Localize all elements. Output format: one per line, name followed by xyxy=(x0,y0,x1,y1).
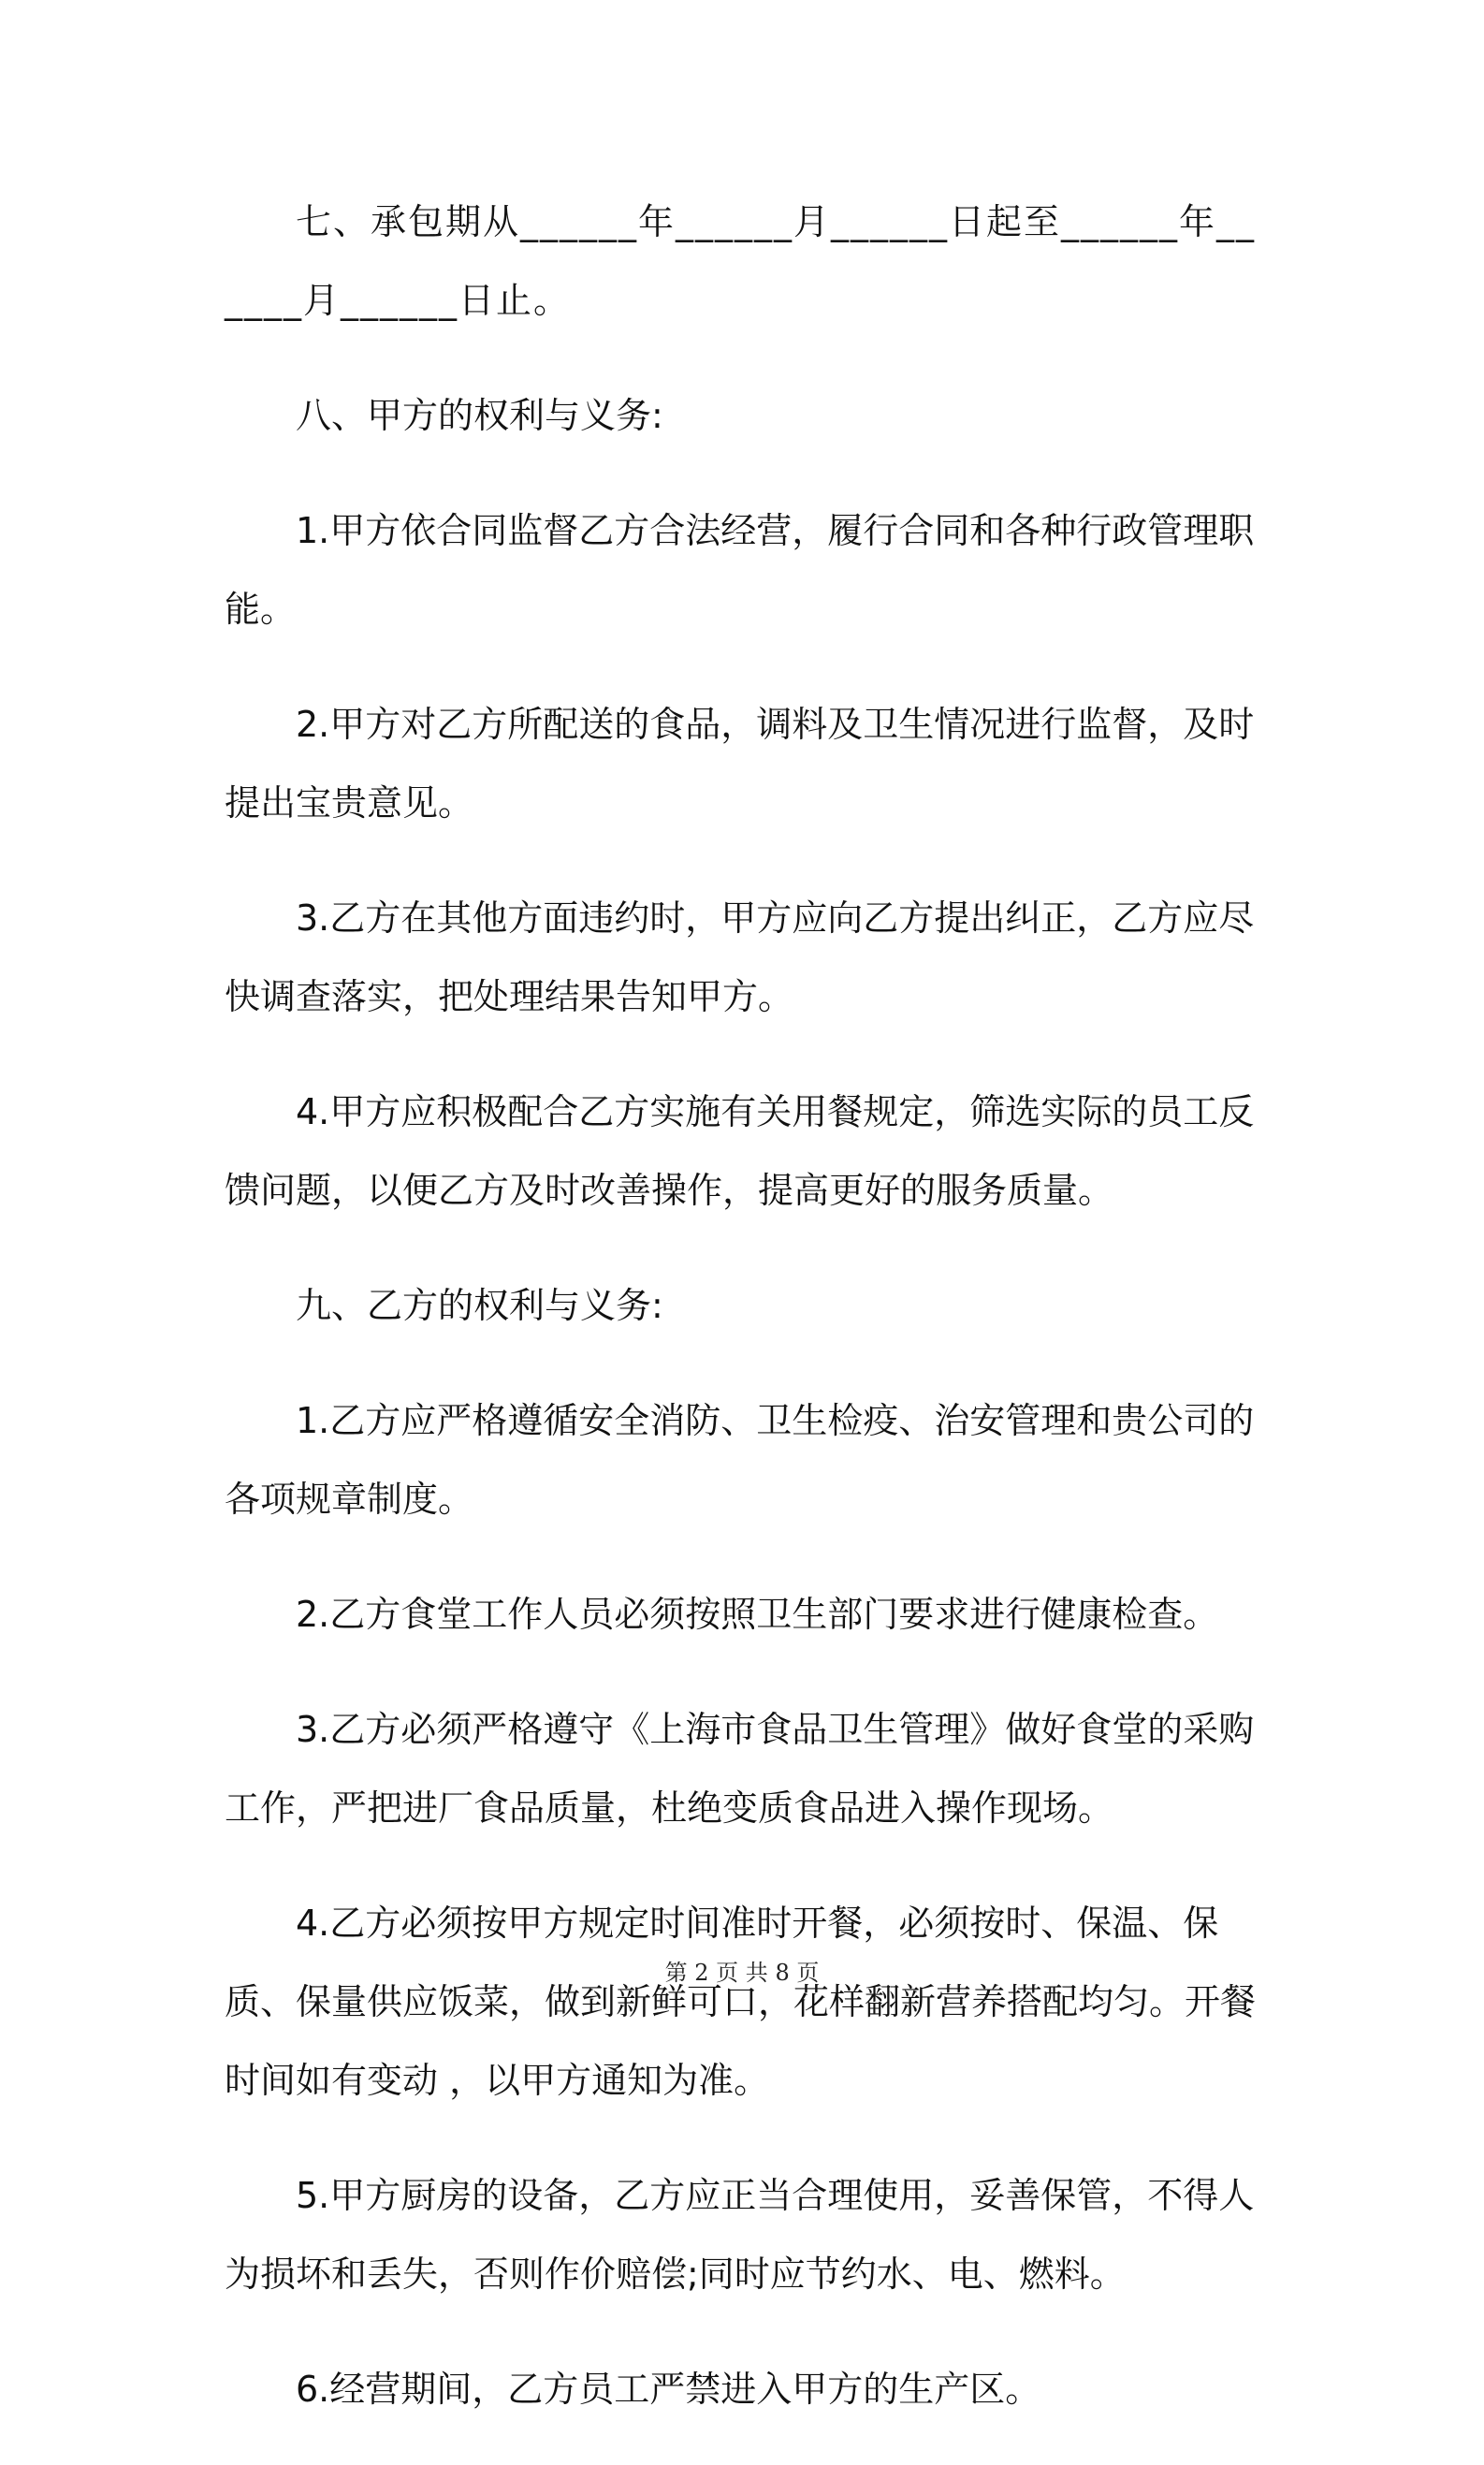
heading-party-a-rights: 八、甲方的权利与义务: xyxy=(296,395,663,436)
paragraph-party-b-item-5: 5.甲方厨房的设备，乙方应正当合理使用，妥善保管，不得人为损坏和丢失，否则作价赔偿;同时应节约水、电、燃料。 xyxy=(225,2175,1255,2295)
paragraph-party-a-item-3: 3.乙方在其他方面违约时，甲方应向乙方提出纠正，乙方应尽快调查落实，把处理结果告知甲方。 xyxy=(225,897,1255,1017)
paragraph-party-a-item-4: 4.甲方应积极配合乙方实施有关用餐规定，筛选实际的员工反馈问题，以便乙方及时改善操作，提高更好的服务质量。 xyxy=(225,1091,1255,1211)
page-number: 第 2 页 共 8 页 xyxy=(664,1960,820,1986)
heading-party-b-rights: 九、乙方的权利与义务: xyxy=(296,1285,663,1326)
paragraph-party-b-item-4: 4.乙方必须按甲方规定时间准时开餐，必须按时、保温、保质、保量供应饭菜，做到新鲜可口，花样翻新营养搭配均匀。开餐时间如有变动 ，以甲方通知为准。 xyxy=(225,1903,1257,2101)
paragraph-contract-period: 七、承包期从______年______月______日起至______年______月______日止。 xyxy=(225,201,1257,321)
paragraph-party-a-item-2: 2.甲方对乙方所配送的食品，调料及卫生情况进行监督，及时提出宝贵意见。 xyxy=(225,704,1255,824)
paragraph-party-b-item-3: 3.乙方必须严格遵守《上海市食品卫生管理》做好食堂的采购工作，严把进厂食品质量，杜绝变质食品进入操作现场。 xyxy=(225,1709,1255,1829)
paragraph-party-b-item-1: 1.乙方应严格遵循安全消防、卫生检疫、治安管理和贵公司的各项规章制度。 xyxy=(225,1400,1255,1520)
paragraph-party-b-item-2: 2.乙方食堂工作人员必须按照卫生部门要求进行健康检查。 xyxy=(296,1594,1219,1635)
paragraph-party-a-item-1: 1.甲方依合同监督乙方合法经营，履行合同和各种行政管理职能。 xyxy=(225,510,1255,630)
page-footer xyxy=(0,1954,1484,1987)
document-body xyxy=(225,182,1273,2465)
paragraph-party-b-item-6: 6.经营期间，乙方员工严禁进入甲方的生产区。 xyxy=(296,2369,1041,2410)
